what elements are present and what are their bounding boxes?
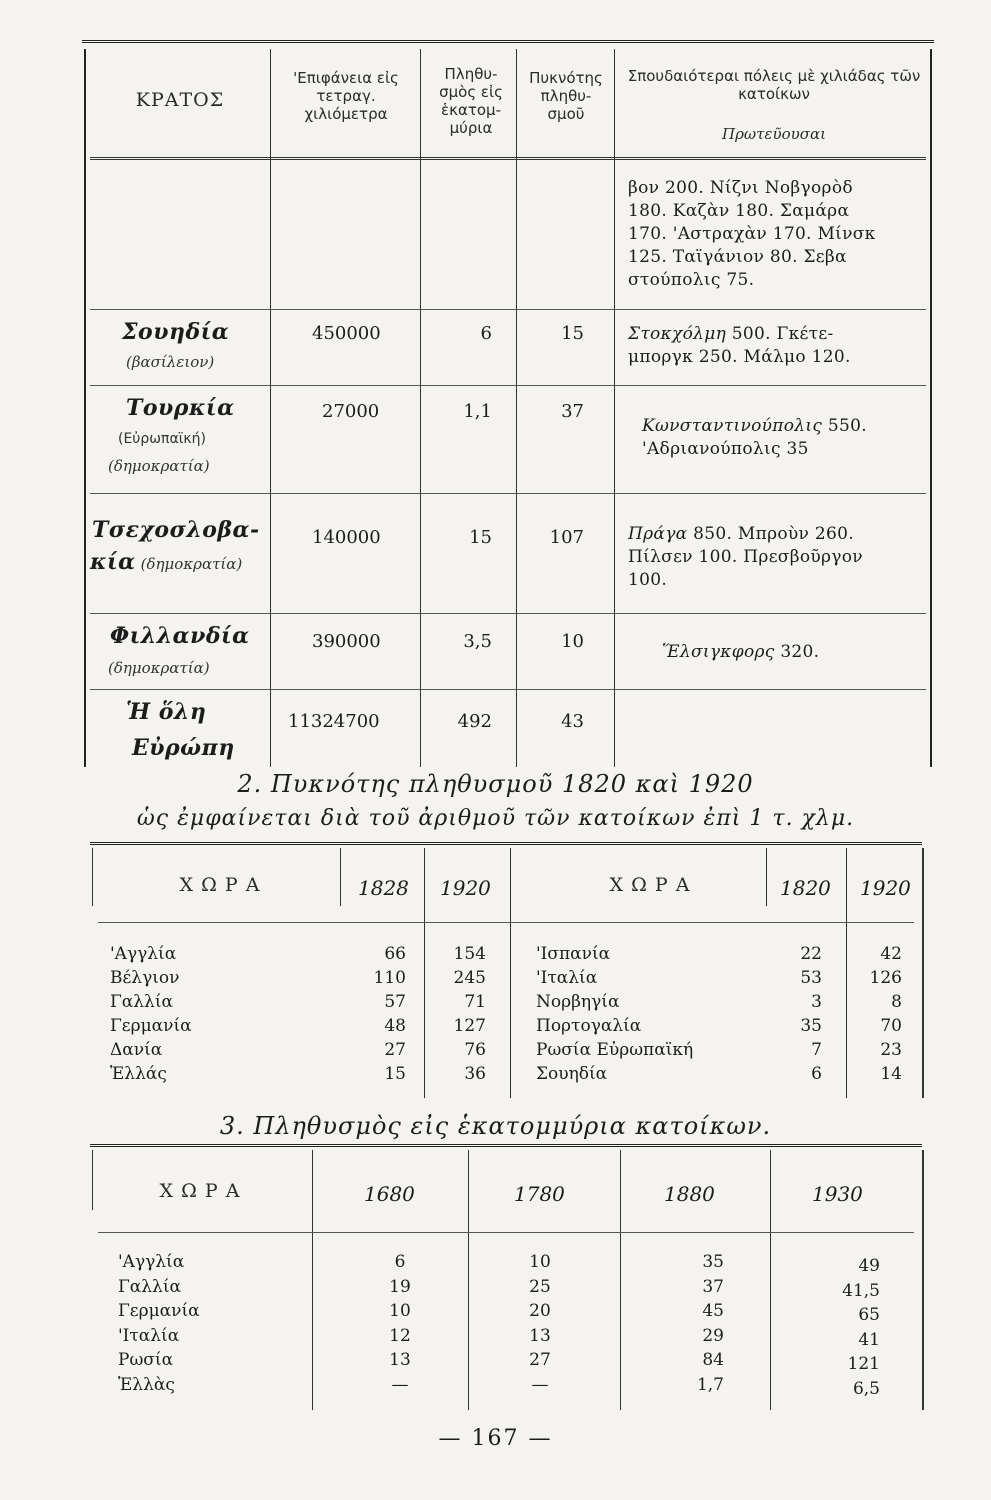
t3-col-1930: 49 41,5 65 41 121 6,5 <box>842 1256 880 1399</box>
t3-year-1930: 1930 <box>812 1182 863 1206</box>
heading-density: 2. Πυκνότης πληθυσμοῦ 1820 καὶ 1920 <box>237 770 754 798</box>
row-turkey-name: Τουρκία <box>126 395 235 421</box>
row-finland-pop: 3,5 <box>463 631 492 652</box>
row-turkey-density: 37 <box>561 401 584 422</box>
t2-right-year1: 1820 <box>780 876 831 900</box>
page-number: — 167 — <box>438 1426 553 1451</box>
row-europe-pop: 492 <box>457 711 492 732</box>
t3-country-header: Χ Ω Ρ Α <box>159 1180 241 1202</box>
list-item: Δανία <box>110 1040 163 1060</box>
states-table <box>82 40 934 765</box>
row-turkey-pop: 1,1 <box>463 401 492 422</box>
row-finland-cities: Ἕλσιγκφορς 320. <box>662 642 820 662</box>
density-table <box>90 842 922 1102</box>
row-europe-density: 43 <box>561 711 584 732</box>
list-item: 'Ιταλία <box>536 968 598 988</box>
t2-right-country-header: Χ Ω Ρ Α <box>609 874 691 896</box>
t2-left-year1: 1828 <box>358 876 409 900</box>
row-czech-name: Τσεχοσλοβα- <box>92 517 260 543</box>
t3-year-1780: 1780 <box>514 1182 565 1206</box>
row-sweden-density: 15 <box>561 323 584 344</box>
header-density: Πυκνότης πληθυ- σμοῦ <box>529 69 603 123</box>
row-finland-sub: (δημοκρατία) <box>108 659 210 677</box>
row-turkey-area: 27000 <box>322 401 380 422</box>
t3-col-1780: 10 25 20 13 27 — <box>529 1252 551 1395</box>
list-item: Βέλγιον <box>110 968 180 988</box>
header-capitals: Πρωτεῦουσαι <box>722 125 826 143</box>
list-item: Νορβηγία <box>536 992 620 1012</box>
row-turkey-sub-plain: (Εὐρωπαϊκή) <box>118 431 206 447</box>
list-item: Σουηδία <box>536 1064 608 1084</box>
row-sweden-cities: Στοκχόλμη 500. Γκέτε- μποργκ 250. Μάλμο 120. <box>628 324 851 367</box>
header-area: 'Επιφάνεια εἰς τετραγ. χιλιόμετρα <box>293 69 399 123</box>
row-europe-area: 11324700 <box>288 711 380 732</box>
t2-right-countries <box>536 942 776 1086</box>
list-item: Γαλλία <box>110 992 173 1012</box>
list-item: Ρωσία <box>118 1350 174 1370</box>
heading-density-sub: ὡς ἐμφαίνεται διὰ τοῦ ἀριθμοῦ τῶν κατοίκων ἐπὶ 1 τ. χλμ. <box>136 806 855 831</box>
header-cities: Σπουδαιότεραι πόλεις μὲ χιλιάδας τῶν κατοίκων <box>627 67 921 103</box>
list-item: 'Ισπανία <box>536 944 611 964</box>
list-item: 'Αγγλία <box>110 944 177 964</box>
t2-left-country-header: Χ Ω Ρ Α <box>179 874 261 896</box>
list-item: 'Αγγλία <box>118 1252 185 1272</box>
row-turkey-cities: Κωνσταντινούπολις 550. 'Αδριανούπολις 35 <box>642 416 867 459</box>
row-europe-name2: Εὐρώπη <box>132 735 235 761</box>
row-europe-name: Ἡ ὅλη <box>126 699 207 725</box>
row-turkey-sub: (δημοκρατία) <box>108 457 210 475</box>
list-item: Γερμανία <box>118 1301 200 1321</box>
row-sweden-sub: (βασίλειον) <box>126 353 215 371</box>
t2-right-col-1920: 42 126 8 70 23 14 <box>869 944 902 1084</box>
t2-right-col-1820: 22 53 3 35 7 6 <box>800 944 822 1084</box>
header-population: Πληθυ- σμὸς εἰς ἑκατομ- μύρια <box>439 65 503 137</box>
t2-left-year2: 1920 <box>440 876 491 900</box>
t2-left-col-1920: 154 245 71 127 76 36 <box>453 944 486 1084</box>
row-czech-pop: 15 <box>469 527 492 548</box>
list-item: Πορτογαλία <box>536 1016 642 1036</box>
row-czech-cities: Πράγα 850. Μπροὺν 260. Πίλσεν 100. Πρεσβοῦργον 100. <box>628 524 863 590</box>
list-item: 'Ιταλία <box>118 1325 180 1346</box>
list-item: Γαλλία <box>118 1276 181 1297</box>
t2-right-year2: 1920 <box>860 876 911 900</box>
population-table <box>90 1144 922 1414</box>
t2-left-countries <box>110 942 330 1086</box>
row-finland-area: 390000 <box>312 631 381 652</box>
t3-col-1680: 6 19 10 12 13 — <box>389 1252 411 1395</box>
row-czech-density: 107 <box>549 527 584 548</box>
row-sweden-pop: 6 <box>480 323 492 344</box>
list-item: Ρωσία Εὐρωπαϊκή <box>536 1040 694 1060</box>
heading-population: 3. Πληθυσμὸς εἰς ἑκατομμύρια κατοίκων. <box>219 1112 772 1140</box>
row-czech-area: 140000 <box>312 527 381 548</box>
row-sweden-area: 450000 <box>312 323 381 344</box>
t3-year-1680: 1680 <box>364 1182 415 1206</box>
continued-cities: βον 200. Νίζνι Νοβγορὸδ 180. Καζὰν 180. Σαμάρα 170. 'Αστραχὰν 170. Μίνσκ 125. Ταϊγάνιον 80. Σεβα στούπολις 75. <box>628 178 876 290</box>
list-item: Γερμανία <box>110 1016 192 1036</box>
list-item: Ἑλλάς <box>110 1064 167 1084</box>
row-finland-name: Φιλλανδία <box>110 623 250 649</box>
header-state: ΚΡΑΤΟΣ <box>135 89 225 111</box>
list-item: Ἑλλὰς <box>118 1374 175 1395</box>
row-czech-name-line2: κία (δημοκρατία) <box>90 549 243 575</box>
t3-year-1880: 1880 <box>664 1182 715 1206</box>
row-sweden-name: Σουηδία <box>122 319 230 345</box>
t2-left-col-1828: 66 110 57 48 27 15 <box>373 944 406 1084</box>
t3-countries <box>118 1250 308 1397</box>
t3-col-1880: 35 37 45 29 84 1,7 <box>696 1252 724 1395</box>
row-finland-density: 10 <box>561 631 584 652</box>
